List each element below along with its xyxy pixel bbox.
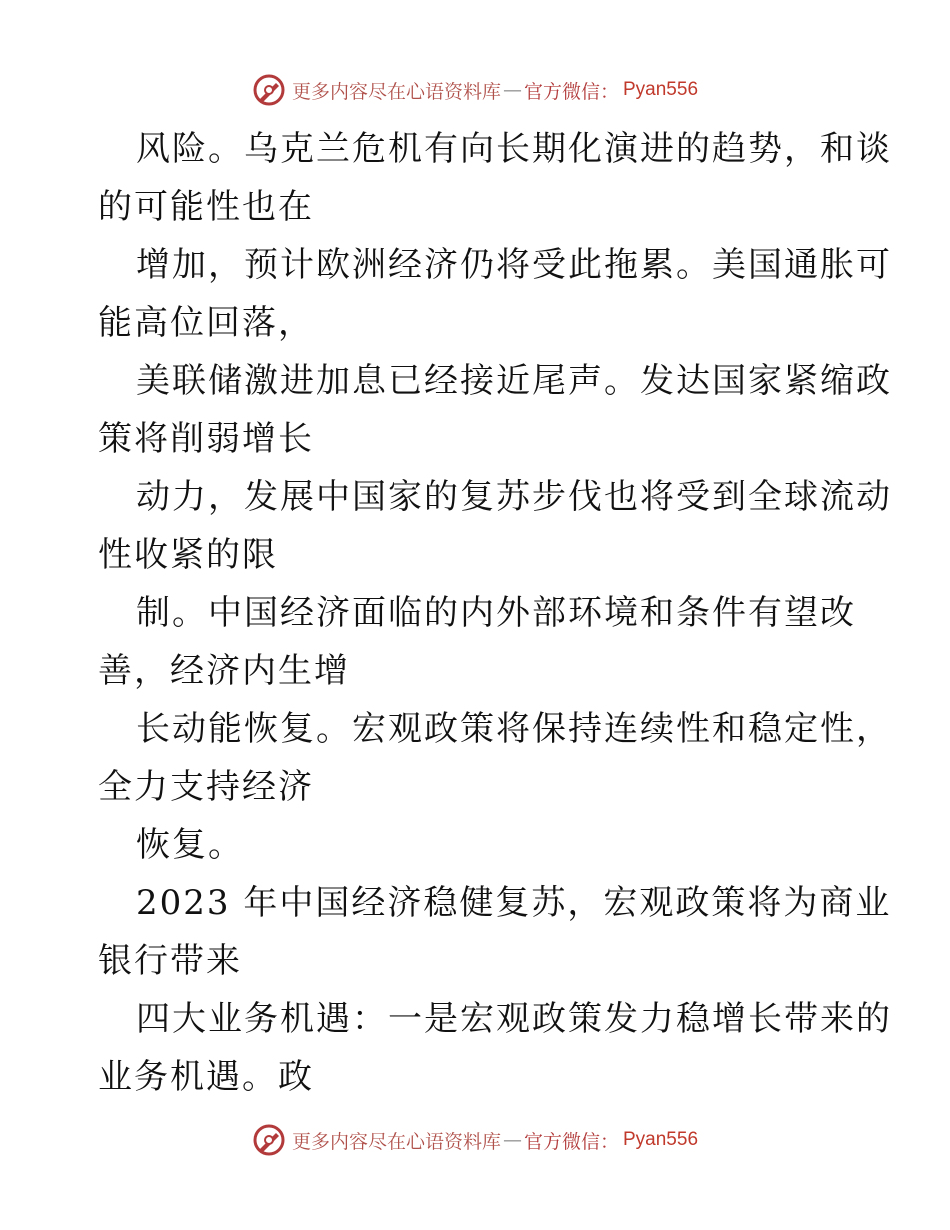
paragraph-first-line: 制。中国经济面临的内外部环境和条件有望改	[136, 593, 856, 633]
watermark-brand-text: 更多内容尽在心语资料库	[291, 80, 501, 103]
header-watermark	[0, 70, 950, 110]
pen-circle-icon	[252, 1123, 286, 1157]
watermark-handle: Pyan556	[623, 79, 699, 100]
paragraph	[98, 468, 892, 584]
paragraph-continuation: 银行带来	[98, 941, 242, 981]
pen-circle-icon	[252, 73, 286, 107]
paragraph	[98, 874, 892, 990]
watermark-note: 官方微信：	[523, 80, 619, 103]
paragraph	[98, 700, 892, 816]
watermark-brand-text: 更多内容尽在心语资料库	[291, 1130, 501, 1153]
paragraph-first-line: 恢复。	[136, 825, 244, 865]
paragraph-continuation: 的可能性也在	[98, 187, 314, 227]
paragraph-first-line: 动力，发展中国家的复苏步伐也将受到全球流动	[136, 477, 892, 517]
paragraph-continuation: 能高位回落，	[98, 303, 314, 343]
paragraph-continuation: 善，经济内生增	[98, 651, 350, 691]
watermark-separator: —	[502, 1129, 522, 1151]
footer-watermark	[0, 1120, 950, 1160]
watermark-handle: Pyan556	[623, 1129, 699, 1150]
document-body	[98, 120, 892, 1106]
paragraph-continuation: 性收紧的限	[98, 535, 278, 575]
paragraph-first-line: 2023 年中国经济稳健复苏，宏观政策将为商业	[136, 883, 892, 923]
paragraph-continuation: 策将削弱增长	[98, 419, 314, 459]
paragraph	[98, 816, 858, 874]
paragraph	[98, 236, 892, 352]
paragraph	[98, 352, 892, 468]
paragraph-first-line: 风险。乌克兰危机有向长期化演进的趋势，和谈	[136, 129, 892, 169]
watermark-note: 官方微信：	[523, 1130, 619, 1153]
paragraph	[98, 584, 858, 700]
paragraph-first-line: 长动能恢复。宏观政策将保持连续性和稳定性，	[136, 709, 892, 749]
paragraph-continuation: 全力支持经济	[98, 767, 314, 807]
watermark-separator: —	[502, 79, 522, 101]
paragraph-first-line: 美联储激进加息已经接近尾声。发达国家紧缩政	[136, 361, 892, 401]
paragraph-first-line: 增加，预计欧洲经济仍将受此拖累。美国通胀可	[136, 245, 892, 285]
paragraph-first-line: 四大业务机遇：一是宏观政策发力稳增长带来的	[136, 999, 892, 1039]
paragraph-continuation: 业务机遇。政	[98, 1057, 314, 1097]
paragraph	[98, 120, 892, 236]
paragraph	[98, 990, 892, 1106]
